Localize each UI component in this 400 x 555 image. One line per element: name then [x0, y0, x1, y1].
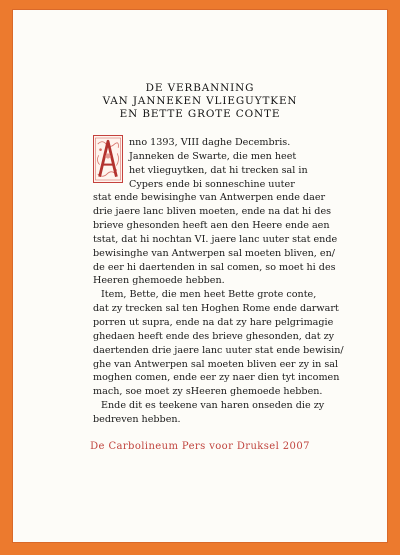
text-line: Heeren ghemoede hebben. [93, 275, 225, 287]
text-line: stat ende bewisinghe van Antwerpen ende daer [93, 192, 326, 204]
text-line: bedreven hebben. [93, 413, 181, 425]
text-line: Cypers ende bi sonneschine uuter [129, 178, 295, 190]
text-line: tstat, dat hi nochtan VI. jaere lanc uuter stat ende [93, 233, 338, 245]
text-line: ghe van Antwerpen sal moeten bliven eer zy in sal [93, 358, 339, 370]
text-line: daertenden drie jaere lanc uuter stat ende bewisin/ [93, 344, 344, 356]
text-line: bewisinghe van Antwerpen sal moeten bliven, en/ [93, 247, 335, 259]
body-text [93, 136, 344, 427]
text-line: het vlieguytken, dat hi trecken sal in [129, 164, 308, 176]
text-line: porren ut supra, ende na dat zy hare pelgrimagie [93, 316, 334, 328]
text-line: nno 1393, VIII daghe Decembris. [129, 137, 291, 148]
title-line: DE VERBANNING [145, 82, 255, 94]
page-title [13, 82, 387, 121]
title-line: EN BETTE GROTE CONTE [119, 108, 281, 120]
paper-sheet [13, 10, 387, 542]
text-line: moghen comen, ende eer zy naer dien tyt incomen [93, 372, 340, 384]
text-line: ghedaen heeft ende des brieve ghesonden, dat zy [93, 330, 335, 342]
text-line: mach, soe moet zy sHeeren ghemoede hebben. [93, 386, 323, 398]
text-line: dat zy trecken sal ten Hoghen Rome ende darwart [93, 303, 339, 315]
text-line: de eer hi daertenden in sal comen, so moet hi des [93, 261, 336, 273]
text-line: Ende dit es teekene van haren onseden die zy [101, 400, 325, 412]
text-line: drie jaere lanc bliven moeten, ende na dat hi des [93, 206, 332, 218]
title-line: VAN JANNEKEN VLIEGUYTKEN [102, 95, 298, 107]
colophon: De Carbolineum Pers voor Druksel 2007 [90, 441, 310, 452]
text-line: brieve ghesonden heeft aen den Heere ende aen [93, 220, 330, 232]
text-line: Item, Bette, die men heet Bette grote conte, [101, 289, 317, 301]
text-line: Janneken de Swarte, die men heet [129, 150, 297, 162]
